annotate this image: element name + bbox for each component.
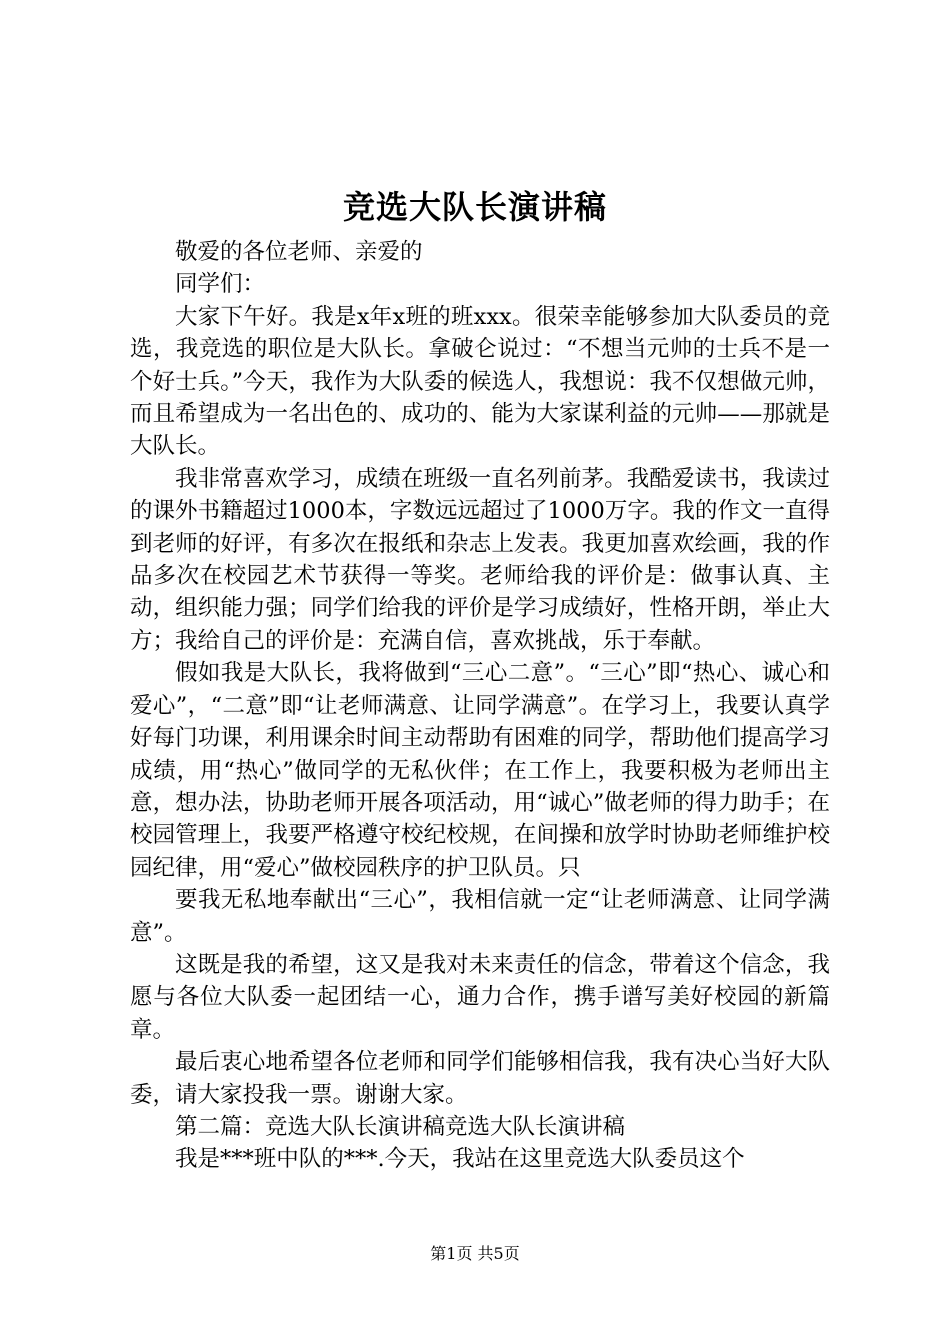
document-body: [130, 236, 830, 1176]
paragraph-achievements: 我非常喜欢学习，成绩在班级一直名列前茅。我酷爱读书，我读过的课外书籍超过1000本，字数远远超过了1000万字。我的作文一直得到老师的好评，有多次在报纸和杂志上发表。我更加喜欢绘画，我的作品多次在校园艺术节获得一等奖。老师给我的评价是：做事认真、主动，组织能力强；同学们给我的评价是学习成绩好，性格开朗，举止大方；我给自己的评价是：充满自信，喜欢挑战，乐于奉献。: [130, 465, 830, 654]
section-heading-2: 第二篇：竞选大队长演讲稿竞选大队长演讲稿: [175, 1113, 626, 1140]
salutation-line-1: 敬爱的各位老师、亲爱的: [175, 239, 423, 265]
paragraph-hope: 这既是我的希望，这又是我对未来责任的信念，带着这个信念，我愿与各位大队委一起团结一心，通力合作，携手谱写美好校园的新篇章。: [130, 951, 830, 1043]
page-footer: 第1页 共5页: [430, 1244, 520, 1263]
document-title: 竞选大队长演讲稿: [342, 188, 607, 226]
paragraph-second-speech: 我是***班中队的***.今天，我站在这里竞选大队委员这个: [175, 1146, 745, 1173]
salutation-line-2: 同学们：: [175, 271, 266, 298]
paragraph-plans: 假如我是大队长，我将做到“三心二意”。“三心”即“热心、诚心和爱心”，“二意”即“让老师满意、让同学满意”。在学习上，我要认真学好每门功课，利用课余时间主动帮助有困难的同学，帮助他们提高学习成绩，用“热心”做同学的无私伙伴；在工作上，我要积极为老师出主意，想办法，协助老师开展各项活动，用“诚心”做老师的得力助手；在校园管理上，我要严格遵守校纪校规，在间操和放学时协助老师维护校园纪律，用“爱心”做校园秩序的护卫队员。只: [130, 660, 830, 881]
paragraph-greeting: 大家下午好。我是x年x班的班xxx。很荣幸能够参加大队委员的竞选，我竞选的职位是大队长。拿破仑说过：“不想当元帅的士兵不是一个好士兵。”今天，我作为大队委的候选人，我想说：我不仅想做元帅，而且希望成为一名出色的、成功的、能为大家谋利益的元帅——那就是大队长。: [130, 303, 830, 460]
paragraph-dedication: 要我无私地奉献出“三心”，我相信就一定“让老师满意、让同学满意”。: [130, 887, 830, 946]
paragraph-closing: 最后衷心地希望各位老师和同学们能够相信我，我有决心当好大队委，请大家投我一票。谢谢大家。: [130, 1049, 830, 1108]
